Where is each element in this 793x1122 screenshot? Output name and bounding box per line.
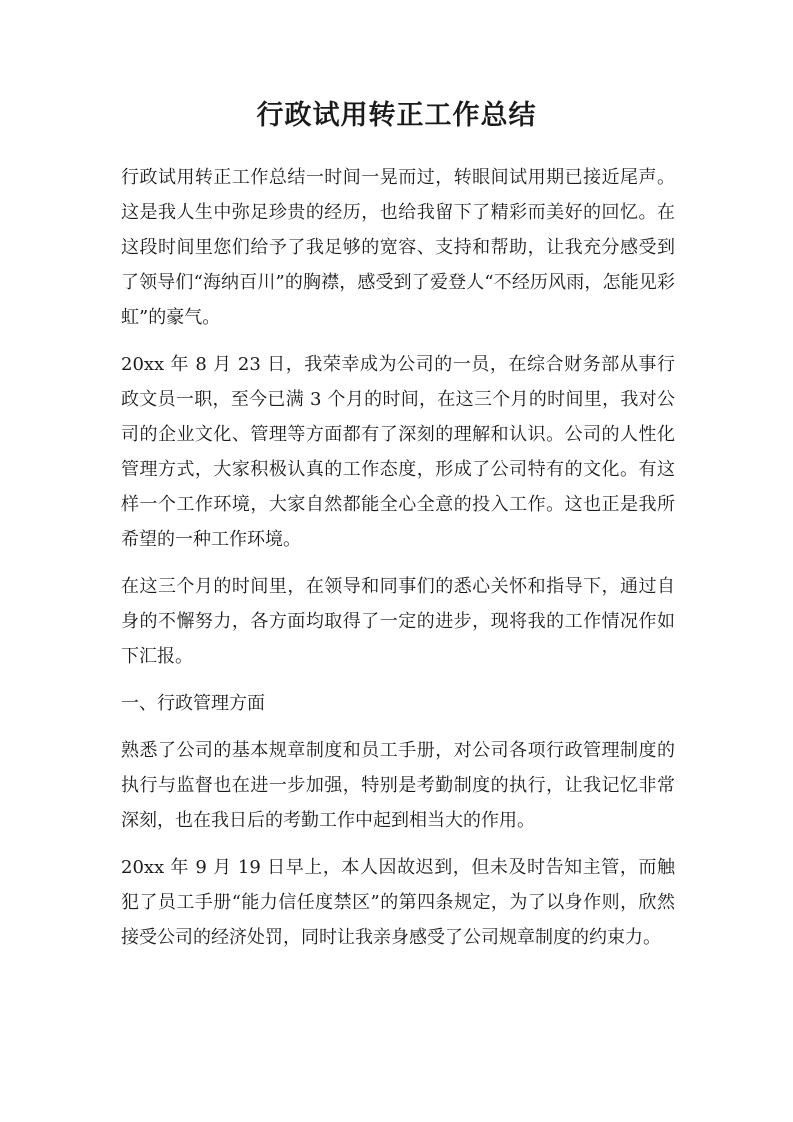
paragraph-intro: 行政试用转正工作总结一时间一晃而过，转眼间试用期已接近尾声。这是我人生中弥足珍贵的经历，也给我留下了精彩而美好的回忆。在这段时间里您们给予了我足够的宽容、支持和帮助，让我充分感受到了领导们“海纳百川”的胸襟，感受到了爱登人“不经历风雨，怎能见彩虹”的豪气。 (121, 167, 675, 328)
paragraph-joining: 20xx 年 8 月 23 日，我荣幸成为公司的一员，在综合财务部从事行政文员一职，至今已满 3 个月的时间，在这三个月的时间里，我对公司的企业文化、管理等方面都有了深刻的理解和认识。公司的人性化管理方式，大家积极认真的工作态度，形成了公司特有的文化。有这样一个工作环境，大家自然都能全心全意的投入工作。这也正是我所希望的一种工作环境。 (121, 354, 675, 550)
paragraph-report-intro: 在这三个月的时间里，在领导和同事们的悉心关怀和指导下，通过自身的不懈努力，各方面均取得了一定的进步，现将我的工作情况作如下汇报。 (121, 576, 675, 667)
paragraph-rules: 熟悉了公司的基本规章制度和员工手册，对公司各项行政管理制度的执行与监督也在进一步加强，特别是考勤制度的执行，让我记忆非常深刻，也在我日后的考勤工作中起到相当大的作用。 (121, 740, 675, 831)
paragraph-attendance: 20xx 年 9 月 19 日早上，本人因故迟到，但未及时告知主管，而触犯了员工手册“能力信任度禁区”的第四条规定，为了以身作则，欣然接受公司的经济处罚，同时让我亲身感受了公司规章制度的约束力。 (121, 857, 675, 948)
section-heading-admin: 一、行政管理方面 (121, 693, 265, 714)
document-body (121, 160, 675, 967)
document-title: 行政试用转正工作总结 (256, 100, 537, 131)
